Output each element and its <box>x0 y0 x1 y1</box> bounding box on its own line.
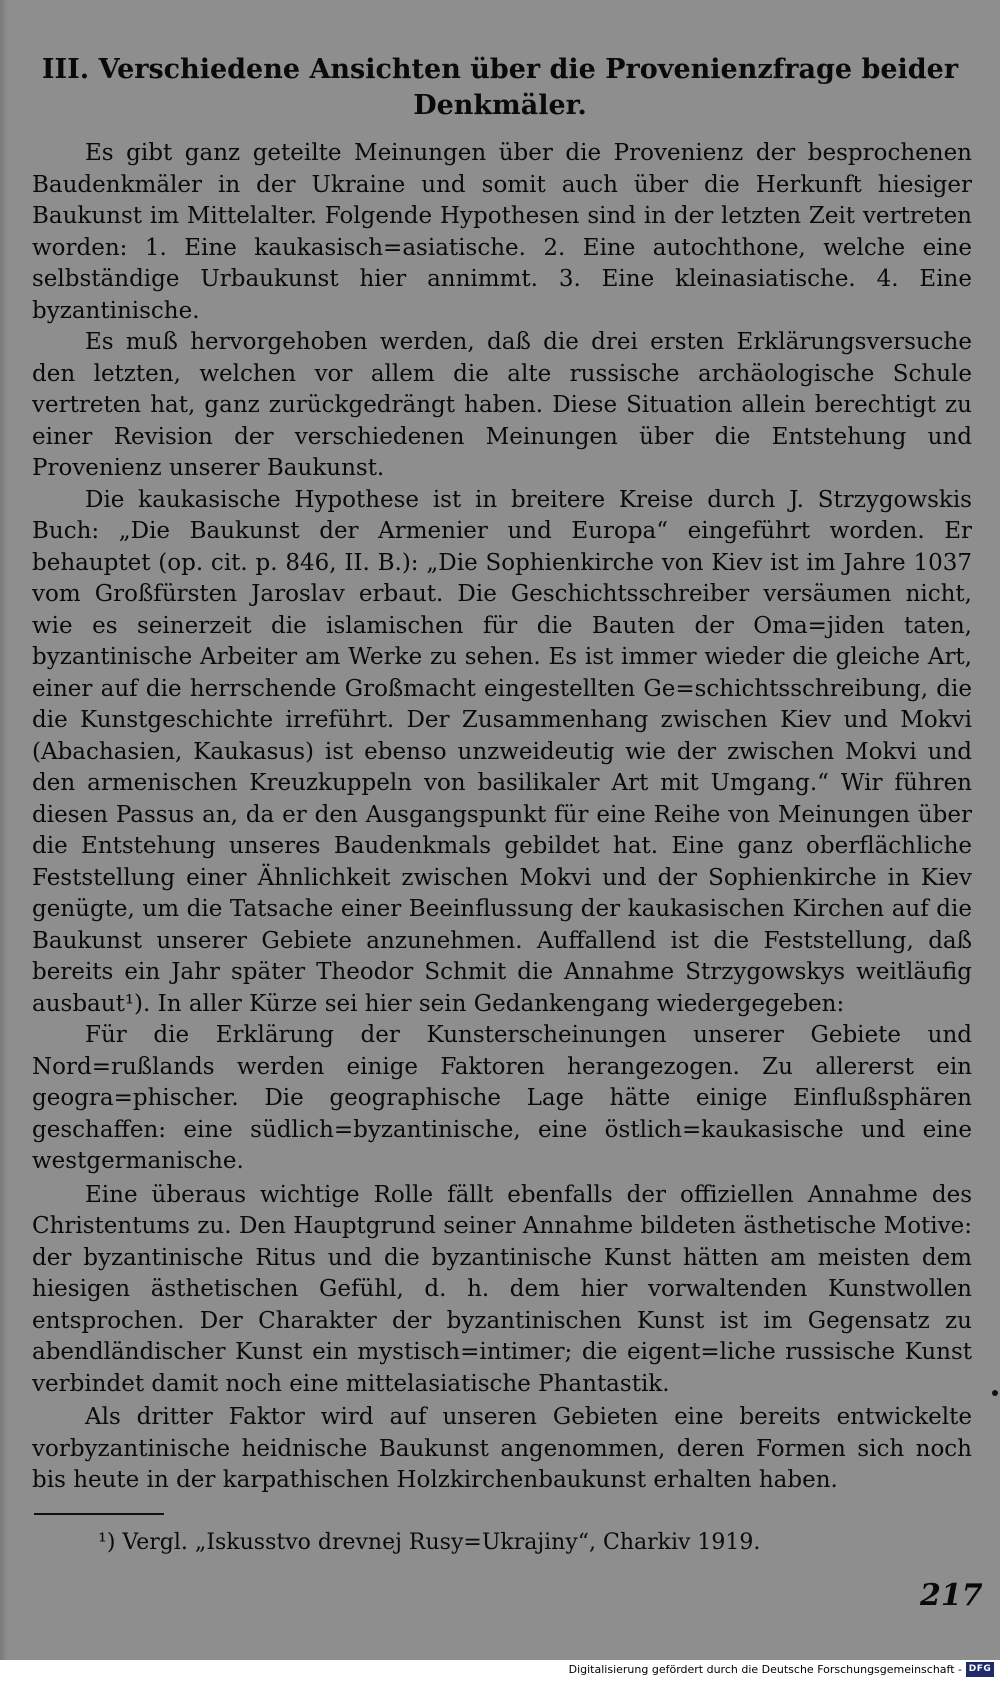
paragraph: Für die Erklärung der Kunsterscheinungen unserer Gebiete und Nord=rußlands werden einige Faktoren herangezogen. Zu allererst ein geogra=phischer. Die geographische Lage hätte einige Einflußsphären geschaffen: eine südlich=byzantinische, eine östlich=kaukasische und eine westgermanische. <box>32 1022 972 1174</box>
chapter-heading-line-1: III. Verschiedene Ansichten über die Provenienzfrage beider <box>41 54 959 85</box>
footnote-text: Vergl. „Iskusstvo drevnej Rusy=Ukrajiny“, Charkiv 1919. <box>122 1530 761 1555</box>
page-number: 217 <box>920 1578 983 1613</box>
paragraph: Es muß hervorgehoben werden, daß die drei ersten Erklärungsversuche den letzten, welchen vor allem die alte russische archäologische Schule vertreten hat, ganz zurückgedrängt haben. Diese Situation allein berechtigt zu einer Revision der verschiedenen Meinungen über die Entstehung und Provenienz unserer Baukunst. <box>32 329 972 481</box>
footnote-separator <box>34 1513 164 1515</box>
footnote-marker: ¹) <box>98 1530 116 1555</box>
paragraph: Die kaukasische Hypothese ist in breitere Kreise durch J. Strzygowskis Buch: „Die Baukunst der Armenier und Europa“ eingeführt worden. Er behauptet (op. cit. p. 846, II. B.): „Die Sophienkirche von Kiev ist im Jahre 1037 vom Großfürsten Jaroslav erbaut. Die Geschichtsschreiber versäumen nicht, wie es seinerzeit die islamischen für die Bauten der Oma=jiden taten, byzantinische Arbeiter am Werke zu sehen. Es ist immer wieder die gleiche Art, einer auf die herrschende Großmacht eingestellten Ge=schichtsschreibung, die die Kunstgeschichte irreführt. Der Zusammenhang zwischen Kiev und Mokvi (Abachasien, Kaukasus) ist ebenso unzweideutig wie der zwischen Mokvi und den armenischen Kreuzkuppeln von basilikaler Art mit Umgang.“ Wir führen diesen Passus an, da er den Ausgangspunkt für eine Reihe von Meinungen über die Entstehung unseres Baudenkmals gebildet hat. Eine ganz oberflächliche Feststellung einer Ähnlichkeit zwischen Mokvi und der Sophienkirche in Kiev genügte, um die Tatsache einer Beeinflussung der kaukasischen Kirchen auf die Baukunst unserer Gebiete anzunehmen. Auffallend ist die Feststellung, daß bereits ein Jahr später Theodor Schmit die Annahme Strzygowskys weitläufig ausbaut¹). In aller Kürze sei hier sein Gedankengang wiedergegeben: <box>32 486 972 1017</box>
margin-mark <box>992 1390 998 1396</box>
paragraph: Es gibt ganz geteilte Meinungen über die Provenienz der besprochenen Baudenkmäler in der Ukraine und somit auch über die Herkunft hiesiger Baukunst im Mittelalter. Folgende Hypothesen sind in der letzten Zeit vertreten worden: 1. Eine kaukasisch=asiatische. 2. Eine autochthone, welche eine selbständige Urbaukunst hier annimmt. 3. Eine kleinasiatische. 4. Eine byzantinische. <box>32 140 972 324</box>
dfg-logo-icon: DFG <box>966 1662 994 1677</box>
body-text <box>32 138 972 1497</box>
page-edge-shadow <box>0 0 8 1660</box>
chapter-heading-line-2: Denkmäler. <box>413 90 587 121</box>
digitization-credit: Digitalisierung gefördert durch die Deutsche Forschungsgemeinschaft - <box>568 1663 962 1676</box>
chapter-heading <box>40 52 960 124</box>
footnote <box>98 1528 958 1558</box>
paragraph: Eine überaus wichtige Rolle fällt ebenfalls der offiziellen Annahme des Christentums zu. Den Hauptgrund seiner Annahme bildeten ästhetische Motive: der byzantinische Ritus und die byzantinische Kunst hätten am meisten dem hiesigen ästhetischen Gefühl, d. h. dem hier vorwaltenden Kunstwollen entsprochen. Der Charakter der byzantinischen Kunst ist im Gegensatz zu abendländischer Kunst ein mystisch=intimer; die eigent=liche russische Kunst verbindet damit noch eine mittelasiatische Phantastik. <box>32 1181 972 1397</box>
paragraph: Als dritter Faktor wird auf unseren Gebieten eine bereits entwickelte vorbyzantinische heidnische Baukunst angenommen, deren Formen sich noch bis heute in der karpathischen Holzkirchenbaukunst erhalten haben. <box>32 1404 972 1493</box>
